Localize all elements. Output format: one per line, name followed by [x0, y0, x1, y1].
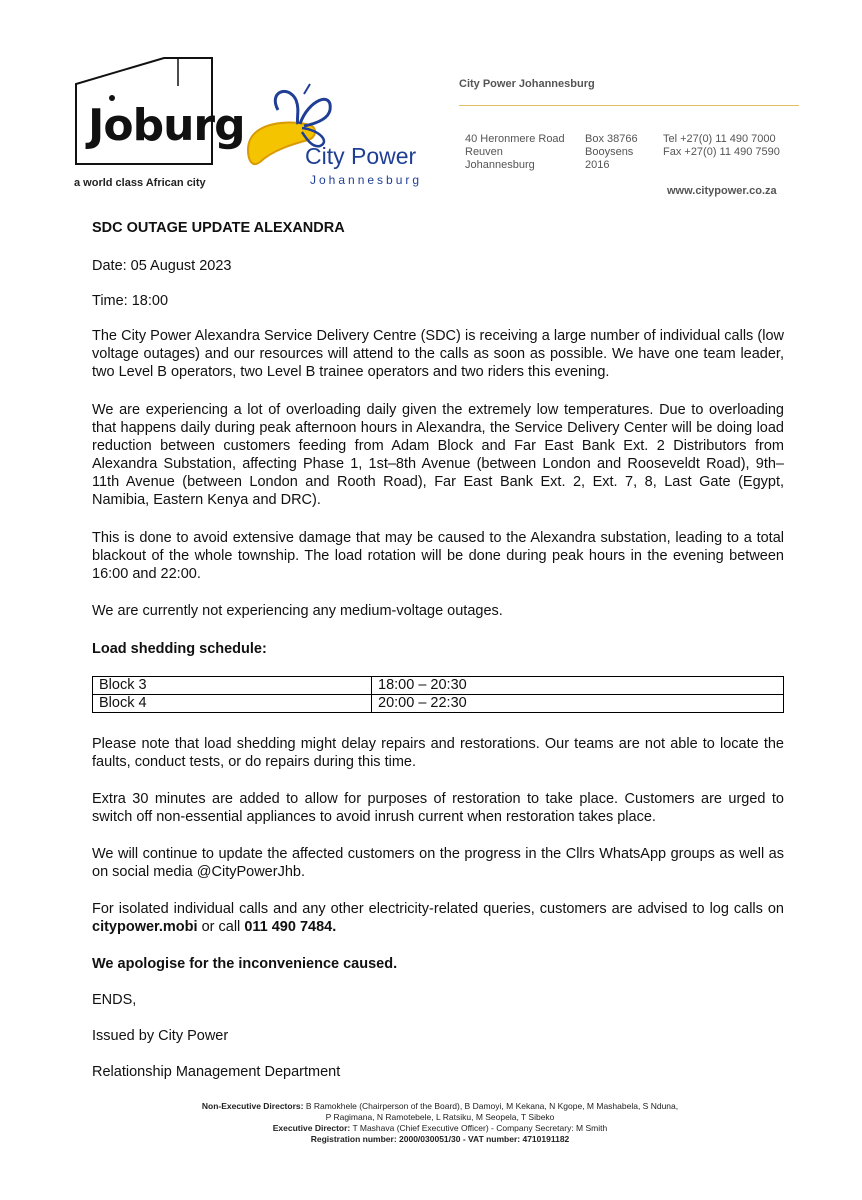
table-row — [93, 677, 784, 695]
joburg-wordmark: Joburg — [88, 100, 245, 151]
schedule-heading: Load shedding schedule: — [92, 641, 267, 657]
block-cell: Block 3 — [93, 677, 372, 695]
joburg-tagline: a world class African city — [74, 177, 206, 189]
paragraph-queries — [92, 900, 784, 936]
ends-text: ENDS, — [92, 992, 137, 1008]
paragraph-restoration: Extra 30 minutes are added to allow for purposes of restoration to take place. Customers are urged to switch off non-essential appliances to avoid inrush current when restoration takes place. — [92, 791, 784, 825]
footer-line — [140, 1101, 740, 1112]
time-cell: 20:00 – 22:30 — [372, 695, 784, 713]
address-line: Reuven — [465, 146, 503, 158]
paragraph-delays: Please note that load shedding might delay repairs and restorations. Our teams are not able to locate the faults, conduct tests, or do repairs during this time. — [92, 736, 784, 770]
fax-number: Fax +27(0) 11 490 7590 — [663, 146, 780, 158]
postal-address — [585, 133, 638, 172]
issued-by-text: Issued by City Power — [92, 1028, 229, 1044]
paragraph-blackout: This is done to avoid extensive damage that may be caused to the Alexandra substation, leading to a total blackout of the whole township. The load rotation will be done during peak hours in the evening between 16:00 and 22:00. — [92, 530, 784, 582]
address-line: Johannesburg — [465, 159, 535, 171]
ed-names: T Mashava (Chief Executive Officer) - Company Secretary: M Smith — [350, 1123, 608, 1133]
registration-text: Registration number: 2000/030051/30 - VAT number: 4710191182 — [310, 1134, 570, 1144]
footer-line: P Ragimana, N Ramotebele, L Ratsiku, M Seopela, T Sibeko — [325, 1112, 555, 1122]
mobi-link[interactable]: citypower.mobi — [92, 919, 198, 935]
apology-text: We apologise for the inconvenience caused. — [92, 956, 398, 972]
paragraph-mv-outages: We are currently not experiencing any medium-voltage outages. — [92, 603, 503, 619]
table-row — [93, 695, 784, 713]
postal-line: Booysens — [585, 146, 634, 158]
paragraph-updates: We will continue to update the affected customers on the progress in the Cllrs WhatsApp groups as well as on social media @CityPowerJhb. — [92, 846, 784, 880]
block-cell: Block 4 — [93, 695, 372, 713]
time-cell: 18:00 – 20:30 — [372, 677, 784, 695]
website-link[interactable]: www.citypower.co.za — [667, 185, 777, 197]
ed-label: Executive Director: — [272, 1123, 351, 1133]
contact-numbers — [663, 133, 780, 159]
document-time: Time: 18:00 — [92, 293, 169, 309]
footer-directors — [140, 1101, 740, 1145]
paragraph-resources: The City Power Alexandra Service Delivery Centre (SDC) is receiving a large number of individual calls (low voltage outages) and our resources will attend to the calls as soon as possible. We have one team leader, two Level B operators, two Level B trainee operators and two riders this evening. — [92, 328, 784, 380]
paragraph-overloading: We are experiencing a lot of overloading daily given the extremely low temperatures. Due to overloading that happens daily during peak afternoon hours in Alexandra, the Service Delivery Center will be doing load reduction between customers feeding from Adam Block and Far East Bank Ext. 2 Distributors from Alexandra Substation, affecting Phase 1, 1st–8th Avenue (between London and Rooseveldt Road), 9th–11th Avenue (between London and Rooth Road), Far East Bank Ext. 2, Ext. 7, 8, Last Gate (Egypt, Namibia, Eastern Kenya and DRC). — [92, 402, 784, 508]
address-line: 40 Heronmere Road — [465, 133, 565, 145]
header-rule — [459, 105, 799, 106]
department-text: Relationship Management Department — [92, 1064, 341, 1080]
queries-text-mid: or call — [197, 919, 245, 935]
queries-text: For isolated individual calls and any other electricity-related queries, customers are advised to log calls on — [92, 901, 784, 917]
load-shedding-table — [92, 676, 784, 713]
postal-line: 2016 — [585, 159, 610, 171]
company-name: City Power Johannesburg — [459, 78, 595, 90]
street-address — [465, 133, 565, 172]
postal-line: Box 38766 — [585, 133, 638, 145]
phone-number: Tel +27(0) 11 490 7000 — [663, 133, 776, 145]
city-power-name: City Power — [305, 143, 417, 169]
ned-label: Non-Executive Directors: — [201, 1101, 304, 1111]
document-date: Date: 05 August 2023 — [92, 258, 232, 274]
city-power-subname: Johannesburg — [310, 173, 423, 187]
document-title: SDC OUTAGE UPDATE ALEXANDRA — [92, 220, 345, 236]
ned-names: B Ramokhele (Chairperson of the Board), B Damoyi, M Kekana, N Kgope, M Mashabela, S Nduna, — [303, 1101, 679, 1111]
call-number[interactable]: 011 490 7484. — [244, 919, 337, 935]
footer-line — [140, 1123, 740, 1134]
registration-line — [140, 1134, 740, 1145]
